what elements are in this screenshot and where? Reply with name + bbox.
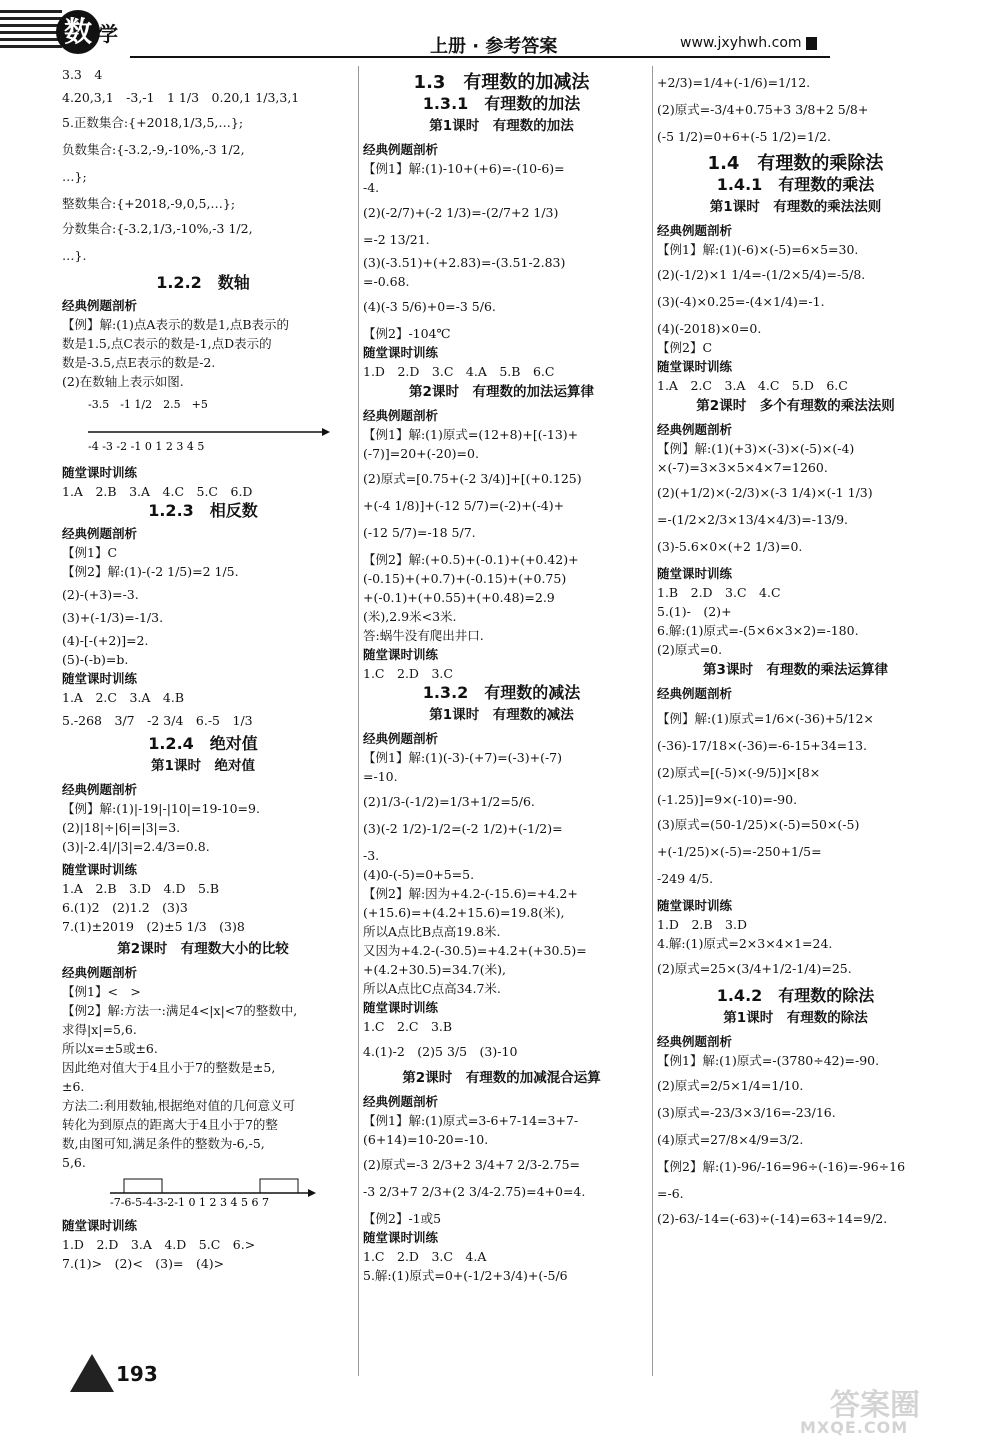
answer-line: =-0.68. — [363, 274, 410, 289]
section-title: 1.2.3 相反数 — [148, 501, 258, 520]
header-url: www.jxyhwh.com — [680, 35, 802, 51]
training-label: 随堂课时训练 — [62, 465, 138, 480]
section-title: 1.3.1 有理数的加法 — [422, 94, 581, 113]
answer-line: =-2 13/21. — [363, 232, 430, 247]
answer-line: =-10. — [363, 769, 398, 784]
training-answers: 5.(1)- (2)+ — [657, 604, 732, 619]
answer-line: 【例2】解:因为+4.2-(-15.6)=+4.2+ — [363, 886, 578, 901]
answer-line: (3)(-4)×0.25=-(4×1/4)=-1. — [657, 294, 825, 309]
number-line-figure-2 — [62, 1175, 344, 1209]
section-title: 1.4.2 有理数的除法 — [716, 986, 875, 1005]
training-label: 随堂课时训练 — [363, 1230, 439, 1245]
number-line-svg-2 — [62, 1175, 332, 1209]
answer-line: -249 4/5. — [657, 871, 714, 886]
header-square-icon — [806, 37, 817, 50]
answer-line: (+15.6)=+(4.2+15.6)=19.8(米), — [363, 905, 565, 920]
answer-line: (3)-5.6×0×(+2 1/3)=0. — [657, 539, 803, 554]
section-label: 经典例题剖析 — [363, 1094, 439, 1109]
answer-line: (-36)-17/18×(-36)=-6-15+34=13. — [657, 738, 867, 753]
answer-line: (3)(-3.51)+(+2.83)=-(3.51-2.83) — [363, 255, 566, 270]
answer-line: (3)原式=-23/3×3/16=-23/16. — [657, 1105, 836, 1120]
training-answers: 1.A 2.B 3.A 4.C 5.C 6.D — [62, 484, 253, 499]
number-line-ticks-2: -7-6-5-4-3-2-1 0 1 2 3 4 5 6 7 — [110, 1196, 269, 1209]
section-label: 经典例题剖析 — [363, 731, 439, 746]
chapter-title: 1.4 有理数的乘除法 — [707, 153, 884, 174]
answer-line: 【例2】C — [657, 340, 713, 355]
training-label: 随堂课时训练 — [657, 359, 733, 374]
page-number: 193 — [116, 1362, 158, 1386]
answer-line: (2)在数轴上表示如图. — [62, 374, 184, 389]
answer-line: (2)原式=-3 2/3+2 3/4+7 2/3-2.75= — [363, 1157, 581, 1172]
answer-line: +(-0.1)+(+0.55)+(+0.48)=2.9 — [363, 590, 555, 605]
section-label: 经典例题剖析 — [363, 142, 439, 157]
logo-mark: 数 — [56, 10, 100, 54]
watermark-url: MXQE.COM — [800, 1418, 909, 1437]
answer-line: (米),2.9米<3米. — [363, 609, 457, 624]
lesson-title: 第1课时 有理数的加法 — [429, 118, 574, 134]
answer-line: 因此绝对值大于4且小于7的整数是±5, — [62, 1060, 276, 1075]
answer-line: (4)0-(-5)=0+5=5. — [363, 867, 475, 882]
training-label: 随堂课时训练 — [657, 566, 733, 581]
section-title: 1.2.2 数轴 — [156, 273, 250, 292]
section-label: 经典例题剖析 — [657, 1034, 733, 1049]
answer-line: 求得|x|=5,6. — [62, 1022, 137, 1037]
answer-line: 所以x=±5或±6. — [62, 1041, 158, 1056]
answer-line: 5,6. — [62, 1155, 86, 1170]
answer-line: (5)-(-b)=b. — [62, 652, 129, 667]
section-label: 经典例题剖析 — [657, 223, 733, 238]
lesson-title: 第1课时 有理数的除法 — [723, 1010, 868, 1026]
number-line-ticks: -4 -3 -2 -1 0 1 2 3 4 5 — [88, 440, 205, 453]
lesson-title: 第2课时 有理数的加法运算律 — [409, 384, 594, 400]
answer-line: ×(-7)=3×3×5×4×7=1260. — [657, 460, 828, 475]
training-answers: 1.A 2.B 3.D 4.D 5.B — [62, 881, 220, 896]
training-label: 随堂课时训练 — [363, 1000, 439, 1015]
answer-line: 【例1】解:(1)-10+(+6)=-(10-6)= — [363, 161, 565, 176]
answer-line: (3)+(-1/3)=-1/3. — [62, 610, 164, 625]
number-line-figure — [62, 394, 344, 456]
answer-line: +(4.2+30.5)=34.7(米), — [363, 962, 506, 977]
training-label: 随堂课时训练 — [363, 345, 439, 360]
answer-line: (2)-(+3)=-3. — [62, 587, 139, 602]
answer-line: 【例2】解:(1)-(-2 1/5)=2 1/5. — [62, 564, 239, 579]
training-answers: 1.D 2.B 3.D — [657, 917, 748, 932]
training-answers: 5.解:(1)原式=0+(-1/2+3/4)+(-5/6 — [363, 1268, 568, 1283]
answer-line: (2)(-1/2)×1 1/4=-(1/2×5/4)=-5/8. — [657, 267, 866, 282]
header-title: 上册 · 参考答案 — [430, 36, 558, 57]
answer-line: 【例2】解:方法一:满足4<|x|<7的整数中, — [62, 1003, 298, 1018]
section-label: 经典例题剖析 — [363, 408, 439, 423]
training-answers: 7.(1)> (2)< (3)= (4)> — [62, 1256, 225, 1271]
column-1 — [62, 66, 344, 1376]
answer-line: 负数集合:{-3.2,-9,-10%,-3 1/2, — [62, 142, 245, 157]
header-rule — [130, 56, 830, 58]
section-title: 1.2.4 绝对值 — [148, 734, 258, 753]
training-answers: 4.解:(1)原式=2×3×4×1=24. — [657, 936, 833, 951]
answer-line: 【例1】解:(1)原式=-(3780÷42)=-90. — [657, 1053, 880, 1068]
answer-line: 【例】解:(1)(+3)×(-3)×(-5)×(-4) — [657, 441, 855, 456]
answer-line: (-1.25)]=9×(-10)=-90. — [657, 792, 798, 807]
answer-line: +(-4 1/8)]+(-12 5/7)=(-2)+(-4)+ — [363, 498, 565, 513]
answer-line: 所以A点比B点高19.8米. — [363, 924, 501, 939]
answer-line: 【例】解:(1)原式=1/6×(-36)+5/12× — [657, 711, 874, 726]
answer-line: 分数集合:{-3.2,1/3,-10%,-3 1/2, — [62, 221, 253, 236]
answer-line: 【例1】解:(1)(-6)×(-5)=6×5=30. — [657, 242, 859, 257]
answer-line: (3)(-2 1/2)-1/2=(-2 1/2)+(-1/2)= — [363, 821, 563, 836]
training-label: 随堂课时训练 — [62, 862, 138, 877]
answer-line: 整数集合:{+2018,-9,0,5,…}; — [62, 196, 236, 211]
answer-line: 答:蜗牛没有爬出井口. — [363, 628, 484, 643]
logo-stripes — [0, 10, 62, 48]
answer-line: (3)|-2.4|/|3|=2.4/3=0.8. — [62, 839, 210, 854]
answer-line: -3 2/3+7 2/3+(2 3/4-2.75)=4+0=4. — [363, 1184, 586, 1199]
number-line-svg — [62, 394, 332, 456]
training-answers: 6.(1)2 (2)1.2 (3)3 — [62, 900, 188, 915]
watermark-text: 答案圈 — [830, 1388, 920, 1423]
training-label: 随堂课时训练 — [62, 671, 138, 686]
answer-line: 4.20,3,1 -3,-1 1 1/3 0.20,1 1/3,3,1 — [62, 90, 300, 105]
answer-line: 方法二:利用数轴,根据绝对值的几何意义可 — [62, 1098, 296, 1113]
column-2 — [358, 66, 640, 1376]
lesson-title: 第1课时 绝对值 — [151, 758, 255, 774]
answer-line: (6+14)=10-20=-10. — [363, 1132, 489, 1147]
sailboat-icon — [70, 1354, 114, 1392]
section-label: 经典例题剖析 — [657, 686, 733, 701]
page-footer — [70, 1352, 170, 1402]
answer-line: (2)|18|÷|6|=|3|=3. — [62, 820, 181, 835]
answer-line: (-0.15)+(+0.7)+(-0.15)+(+0.75) — [363, 571, 567, 586]
training-answers: 1.C 2.D 3.C 4.A — [363, 1249, 487, 1264]
training-label: 随堂课时训练 — [657, 898, 733, 913]
answer-line: 【例1】解:(1)原式=(12+8)+[(-13)+ — [363, 427, 579, 442]
section-label: 经典例题剖析 — [62, 782, 138, 797]
answer-line: 所以A点比C点高34.7米. — [363, 981, 501, 996]
training-answers: 1.C 2.C 3.B — [363, 1019, 453, 1034]
answer-line: =-(1/2×2/3×13/4×4/3)=-13/9. — [657, 512, 849, 527]
training-answers: 1.D 2.D 3.A 4.D 5.C 6.> — [62, 1237, 256, 1252]
answer-line: (-7)]=20+(-20)=0. — [363, 446, 479, 461]
answer-line: ±6. — [62, 1079, 85, 1094]
answer-line: 【例】解:(1)点A表示的数是1,点B表示的 — [62, 317, 290, 332]
training-answers: 1.A 2.C 3.A 4.C 5.D 6.C — [657, 378, 848, 393]
answer-line: 【例2】解:(1)-96/-16=96÷(-16)=-96÷16 — [657, 1159, 906, 1174]
training-answers: 1.C 2.D 3.C — [363, 666, 453, 681]
answer-line: 【例2】解:(+0.5)+(-0.1)+(+0.42)+ — [363, 552, 579, 567]
training-answers: (2)原式=0. — [657, 642, 723, 657]
answer-line: (4)(-2018)×0=0. — [657, 321, 762, 336]
lesson-title: 第2课时 有理数大小的比较 — [117, 941, 289, 957]
answer-line: +2/3)=1/4+(-1/6)=1/12. — [657, 75, 811, 90]
answer-line: 【例1】解:(1)(-3)-(+7)=(-3)+(-7) — [363, 750, 563, 765]
training-answers: (2)原式=25×(3/4+1/2-1/4)=25. — [657, 961, 852, 976]
training-answers: 7.(1)±2019 (2)±5 1/3 (3)8 — [62, 919, 245, 934]
answer-line: 数,由图可知,满足条件的整数为-6,-5, — [62, 1136, 265, 1151]
answer-line: (2)原式=2/5×1/4=1/10. — [657, 1078, 804, 1093]
logo-text: 学 — [98, 22, 118, 46]
section-label: 经典例题剖析 — [62, 965, 138, 980]
answer-line: -3. — [363, 848, 380, 863]
answer-line: (-12 5/7)=-18 5/7. — [363, 525, 476, 540]
answer-line: …}. — [62, 248, 87, 263]
answer-line: (2)(+1/2)×(-2/3)×(-3 1/4)×(-1 1/3) — [657, 485, 873, 500]
answer-line: …}; — [62, 169, 87, 184]
training-answers: 1.A 2.C 3.A 4.B — [62, 690, 185, 705]
answer-line: 又因为+4.2-(-30.5)=+4.2+(+30.5)= — [363, 943, 587, 958]
lesson-title: 第3课时 有理数的乘法运算律 — [703, 662, 888, 678]
answer-line: (4)-[-(+2)]=2. — [62, 633, 149, 648]
training-answers: 1.B 2.D 3.C 4.C — [657, 585, 781, 600]
lesson-title: 第1课时 有理数的减法 — [429, 707, 574, 723]
training-label: 随堂课时训练 — [363, 647, 439, 662]
answer-line: 数是-3.5,点E表示的数是-2. — [62, 355, 216, 370]
training-answers: 4.(1)-2 (2)5 3/5 (3)-10 — [363, 1044, 518, 1059]
answer-line: 转化为到原点的距离大于4且小于7的整 — [62, 1117, 278, 1132]
chapter-title: 1.3 有理数的加减法 — [413, 72, 590, 93]
lesson-title: 第2课时 有理数的加减混合运算 — [402, 1070, 601, 1086]
answer-line: (2)原式=[0.75+(-2 3/4)]+[(+0.125) — [363, 471, 582, 486]
answer-line: (2)原式=[(-5)×(-9/5)]×[8× — [657, 765, 821, 780]
section-label: 经典例题剖析 — [62, 298, 138, 313]
section-label: 经典例题剖析 — [657, 422, 733, 437]
training-label: 随堂课时训练 — [62, 1218, 138, 1233]
watermark — [800, 1380, 990, 1438]
answer-line: 【例】解:(1)|-19|-|10|=19-10=9. — [62, 801, 260, 816]
section-label: 经典例题剖析 — [62, 526, 138, 541]
answer-line: (4)原式=27/8×4/9=3/2. — [657, 1132, 804, 1147]
answer-line: 【例1】C — [62, 545, 118, 560]
section-title: 1.4.1 有理数的乘法 — [716, 175, 875, 194]
answer-line: (2)-63/-14=(-63)÷(-14)=63÷14=9/2. — [657, 1211, 888, 1226]
answer-line: (3)原式=(50-1/25)×(-5)=50×(-5) — [657, 817, 860, 832]
answer-line: 【例2】-104℃ — [363, 326, 451, 341]
training-answers: 5.-268 3/7 -2 3/4 6.-5 1/3 — [62, 713, 253, 728]
answer-line: 【例1】解:(1)原式=3-6+7-14=3+7- — [363, 1113, 579, 1128]
answer-line: +(-1/25)×(-5)=-250+1/5= — [657, 844, 822, 859]
answer-line: (2)(-2/7)+(-2 1/3)=-(2/7+2 1/3) — [363, 205, 559, 220]
answer-line: 3.3 4 — [62, 67, 103, 82]
answer-line: 【例1】< > — [62, 984, 141, 999]
column-3 — [652, 66, 934, 1376]
lesson-title: 第1课时 有理数的乘法法则 — [709, 199, 882, 215]
answer-line: (2)1/3-(-1/2)=1/3+1/2=5/6. — [363, 794, 535, 809]
training-answers: 1.D 2.D 3.C 4.A 5.B 6.C — [363, 364, 555, 379]
answer-line: 数是1.5,点C表示的数是-1,点D表示的 — [62, 336, 272, 351]
answer-line: (4)(-3 5/6)+0=-3 5/6. — [363, 299, 496, 314]
training-answers: 6.解:(1)原式=-(5×6×3×2)=-180. — [657, 623, 859, 638]
answer-line: =-6. — [657, 1186, 684, 1201]
answer-line: (2)原式=-3/4+0.75+3 3/8+2 5/8+ — [657, 102, 869, 117]
answer-line: 【例2】-1或5 — [363, 1211, 442, 1226]
number-line-top-labels: -3.5 -1 1/2 2.5 +5 — [88, 398, 208, 411]
lesson-title: 第2课时 多个有理数的乘法法则 — [696, 398, 895, 414]
section-title: 1.3.2 有理数的减法 — [422, 683, 581, 702]
answer-line: -4. — [363, 180, 380, 195]
answer-line: 5.正数集合:{+2018,1/3,5,…}; — [62, 115, 244, 130]
answer-line: (-5 1/2)=0+6+(-5 1/2)=1/2. — [657, 129, 831, 144]
page-header — [0, 0, 1000, 66]
